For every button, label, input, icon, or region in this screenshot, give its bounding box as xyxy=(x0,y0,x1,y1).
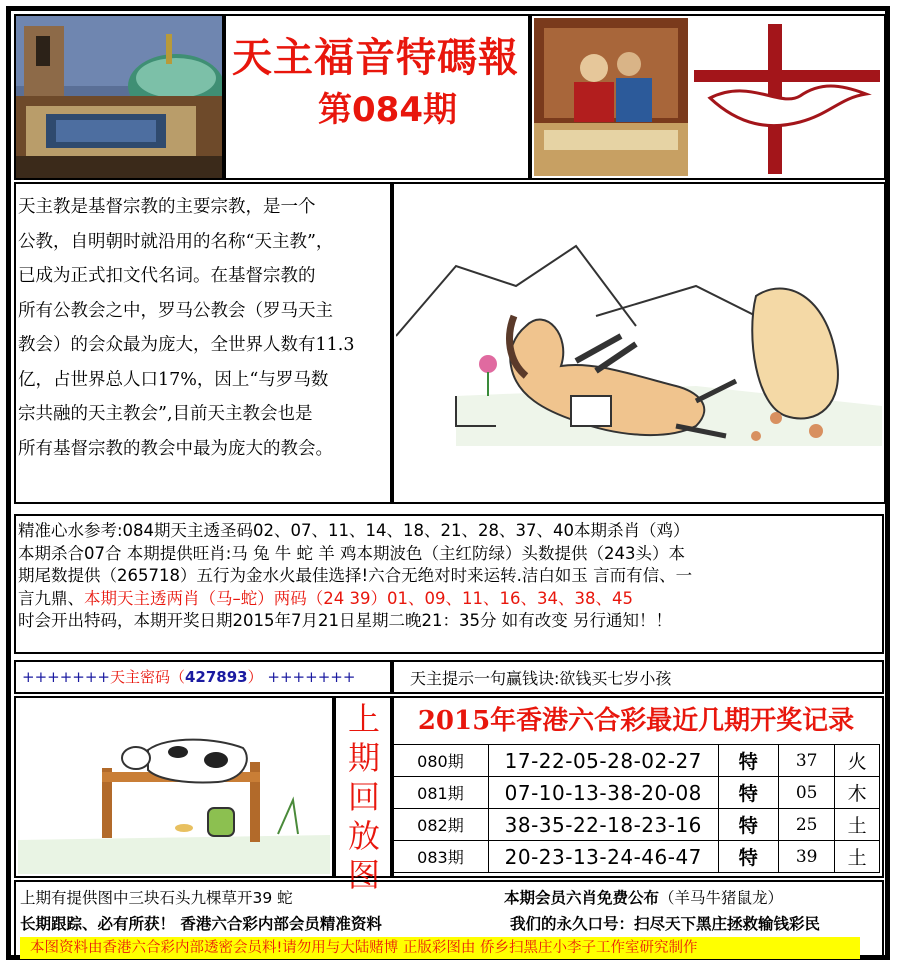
te-cell: 特 xyxy=(718,745,778,777)
records-title: 2015年香港六合彩最近几期开奖记录 xyxy=(417,706,855,736)
numbers-cell: 17-22-05-28-02-27 xyxy=(488,745,718,777)
intro-line: 天主教是基督宗教的主要宗教，是一个 xyxy=(18,197,316,217)
element-cell: 火 xyxy=(835,745,880,777)
issue-cell: 083期 xyxy=(393,841,489,873)
horse-cartoon-image xyxy=(396,186,882,500)
special-cell: 05 xyxy=(778,777,834,809)
page-title: 天主福音特碼報 xyxy=(232,35,519,81)
special-cell: 25 xyxy=(778,809,834,841)
info-line: 期尾数提供（265718）五行为金水火最佳选择!六合无绝对时来运转.洁白如玉 言而有信、一 xyxy=(18,566,693,585)
table-row xyxy=(393,745,880,777)
hint-text: 天主提示一句赢钱诀:欲钱买七岁小孩 xyxy=(410,669,672,688)
records-table xyxy=(392,744,880,873)
intro-line: 已成为正式扣文代名词。在基督宗教的 xyxy=(18,266,316,286)
table-row xyxy=(393,809,880,841)
intro-line: 教会）的会众最为庞大，全世界人数有11.3 xyxy=(18,335,355,355)
footer-note-right: 本期会员六肖免费公布（羊马牛猪鼠龙） xyxy=(504,889,784,907)
intro-line: 所有公教会之中，罗马公教会（罗马天主 xyxy=(18,300,333,321)
numbers-cell: 07-10-13-38-20-08 xyxy=(488,777,718,809)
replay-label: 上期回放图 xyxy=(347,700,380,894)
info-line: 本期杀合07合 本期提供旺肖:马 兔 牛 蛇 羊 鸡本期波色（主红防绿）头数提供（243头）本 xyxy=(18,543,686,563)
footer-banner: 本图资料由香港六合彩内部透密会员料!请勿用与大陆赌博 正版彩图由 侨乡扫黑庄小李子工作室研究制作 xyxy=(20,937,860,959)
info-line: 言九鼎、本期天主透两肖（马–蛇）两码（24 39）01、09、11、16、34、38、45 xyxy=(18,588,633,608)
issue-cell: 082期 xyxy=(393,809,489,841)
info-line: 时会开出特码，本期开奖日期2015年7月21日星期二晚21：35分 如有改变 另行通知！！ xyxy=(18,611,672,630)
intro-text xyxy=(18,190,388,466)
intro-line: 亿，占世界总人口17%，因上“与罗马数 xyxy=(18,369,329,390)
intro-line: 宗共融的天主教会”,目前天主教会也是 xyxy=(18,404,313,424)
religious-painting xyxy=(534,18,688,176)
te-cell: 特 xyxy=(718,841,778,873)
element-cell: 土 xyxy=(835,809,880,841)
table-row xyxy=(393,777,880,809)
numbers-cell: 20-23-13-24-46-47 xyxy=(488,841,718,873)
element-cell: 木 xyxy=(835,777,880,809)
issue-cell: 081期 xyxy=(393,777,489,809)
numbers-cell: 38-35-22-18-23-16 xyxy=(488,809,718,841)
footer-slogan-left: 长期跟踪、必有所获！ 香港六合彩内部会员精准资料 xyxy=(20,915,382,933)
te-cell: 特 xyxy=(718,777,778,809)
issue-cell: 080期 xyxy=(393,745,489,777)
issue-number: 第084期 xyxy=(318,90,457,130)
footer-note-left: 上期有提供图中三块石头九棵草开39 蛇 xyxy=(20,889,293,907)
footer-slogan-right: 我们的永久口号：扫尽天下黑庄拯救输钱彩民 xyxy=(510,915,821,933)
special-cell: 37 xyxy=(778,745,834,777)
te-cell: 特 xyxy=(718,809,778,841)
intro-line: 公教，自明朝时就沿用的名称“天主教”， xyxy=(18,231,334,252)
highlight-prediction: 本期天主透两肖（马–蛇）两码（24 39）01、09、11、16、34、38、45 xyxy=(84,588,633,608)
intro-line: 所有基督宗教的教会中最为庞大的教会。 xyxy=(18,438,333,459)
info-text xyxy=(18,520,878,633)
secret-code-value: 427893 xyxy=(185,668,248,686)
cathedral-image xyxy=(16,16,222,178)
cow-cartoon-image xyxy=(18,700,330,874)
table-row xyxy=(393,841,880,873)
info-line: 精准心水参考:084期天主透圣码02、07、11、14、18、21、28、37、40本期杀肖（鸡） xyxy=(18,521,690,540)
secret-code: +++++++天主密码（427893） +++++++ xyxy=(22,668,356,686)
special-cell: 39 xyxy=(778,841,834,873)
cross-dove-icon xyxy=(690,18,884,176)
element-cell: 土 xyxy=(835,841,880,873)
